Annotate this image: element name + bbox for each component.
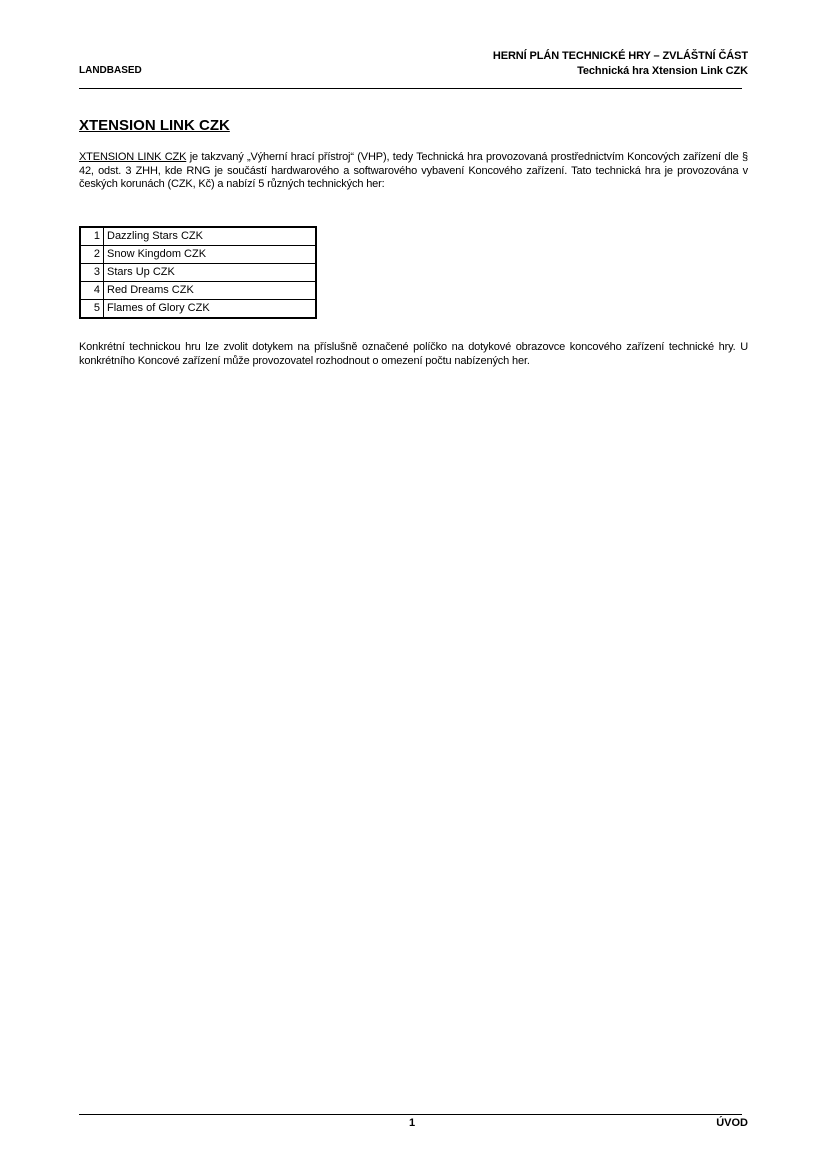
header-document-title: HERNÍ PLÁN TECHNICKÉ HRY – ZVLÁŠTNÍ ČÁST <box>492 50 748 62</box>
header-divider <box>79 88 742 89</box>
game-number: 2 <box>80 246 104 264</box>
games-table <box>79 226 317 319</box>
page-title: XTENSION LINK CZK <box>79 117 230 134</box>
header-game-name: Technická hra Xtension Link CZK <box>577 65 748 77</box>
footer-divider <box>79 1114 742 1115</box>
intro-lead: XTENSION LINK CZK <box>79 151 187 163</box>
game-name: Snow Kingdom CZK <box>104 246 317 264</box>
game-name: Dazzling Stars CZK <box>104 227 317 246</box>
page-number: 1 <box>408 1117 416 1129</box>
game-name: Stars Up CZK <box>104 264 317 282</box>
table-row <box>80 227 316 246</box>
table-row <box>80 300 316 319</box>
closing-paragraph: Konkrétní technickou hru lze zvolit dotykem na příslušně označené políčko na dotykové obrazovce koncového zařízení technické hry. U konkrétního Koncové zařízení může provozovatel rozhodnout o omezení počtu nabízených her. <box>79 341 748 367</box>
table-row <box>80 282 316 300</box>
footer-section: ÚVOD <box>716 1117 748 1129</box>
game-number: 3 <box>80 264 104 282</box>
game-number: 5 <box>80 300 104 319</box>
game-name: Red Dreams CZK <box>104 282 317 300</box>
game-name: Flames of Glory CZK <box>104 300 317 319</box>
intro-text: je takzvaný „Výherní hrací přístroj“ (VHP), tedy Technická hra provozovaná prostřednictvím Koncových zařízení dle § 42, odst. 3 ZHH, kde RNG je součástí hardwarového a softwarového vybavení Koncového zařízení. Tato technická hra je provozována v českých korunách (CZK, Kč) a nabízí 5 různých technických her: <box>79 151 748 190</box>
intro-paragraph <box>79 151 748 192</box>
table-row <box>80 264 316 282</box>
header-landbased: LANDBASED <box>79 65 142 76</box>
game-number: 1 <box>80 227 104 246</box>
game-number: 4 <box>80 282 104 300</box>
table-row <box>80 246 316 264</box>
